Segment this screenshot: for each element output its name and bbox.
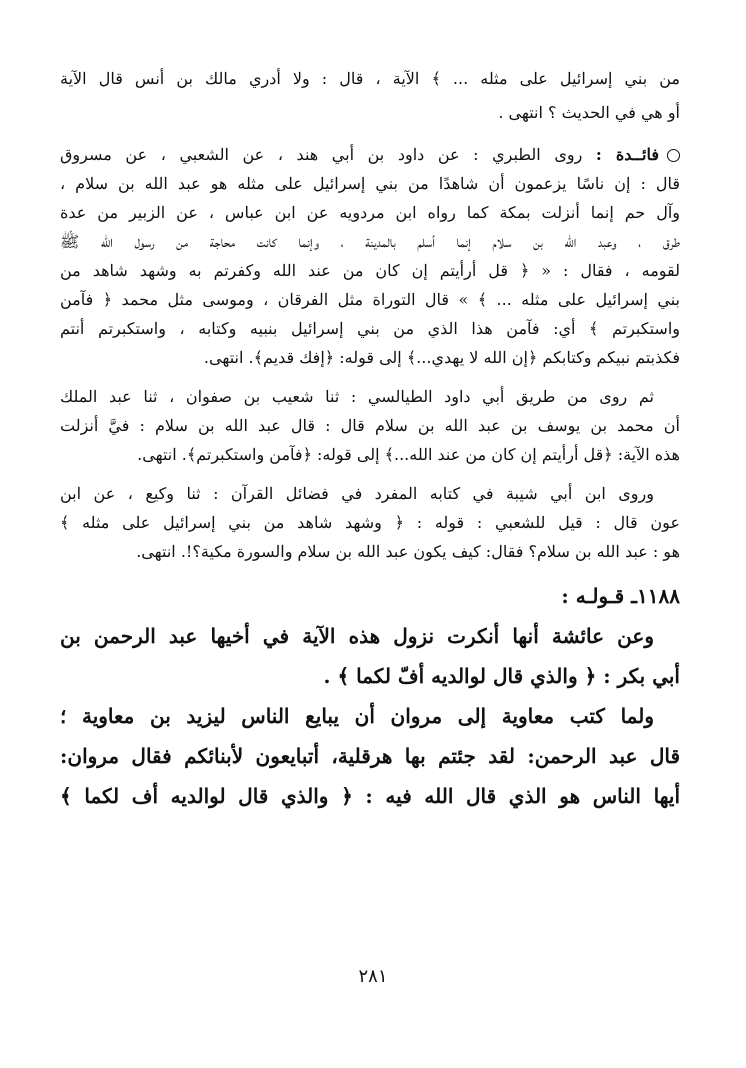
entry-heading: ١١٨٨ـ قـولـه : — [561, 584, 680, 608]
text-line: من بني إسرائيل على مثله ... ﴾ الآية ، قال : ولا أدري مالك بن أنس قال الآية — [60, 69, 680, 88]
text-line: بني إسرائيل على مثله ... ﴾ » قال التوراة مثل الفرقان ، وموسى مثل محمد ﴿ فآمن — [60, 290, 680, 309]
page-body — [60, 62, 680, 816]
circle-bullet-icon — [667, 149, 680, 162]
faida-note — [60, 140, 680, 372]
text-line: أو هي في الحديث ؟ انتهى . — [498, 103, 680, 122]
text-line: هذه الآية: ﴿قل أرأيتم إن كان من عند الله...﴾ إلى قوله: ﴿فآمن واستكبرتم﴾. انتهى. — [137, 445, 680, 464]
text-line: وعن عائشة أنها أنكرت نزول هذه الآية في أخيها عبد الرحمن بن — [60, 624, 654, 648]
text-line: وآل حم إنما أنزلت بمكة كما رواه ابن مردويه عن ابن عباس ، عن الزبير من عدة — [60, 203, 680, 222]
paragraph-continuation — [60, 62, 680, 130]
text-line: لقومه ، فقال : « ﴿ قل أرأيتم إن كان من عند الله وكفرتم به وشهد شاهد من — [60, 261, 680, 280]
text-line — [60, 140, 680, 169]
text-line: أن محمد بن يوسف بن عبد الله بن سلام قال : قال عبد الله بن سلام : فيَّ أنزلت — [60, 416, 680, 435]
text-line: قال عبد الرحمن: لقد جئتم بها هرقلية، أتبايعون لأبنائكم فقال مروان: — [60, 744, 680, 768]
entry-1188 — [60, 576, 680, 816]
page-number: ٢٨١ — [358, 966, 388, 987]
text-line: ثم روى من طريق أبي داود الطيالسي : ثنا شعيب بن صفوان ، ثنا عبد الملك — [60, 387, 654, 406]
text-line: أيها الناس هو الذي قال الله فيه : ﴿ والذي قال لوالديه أف لكما ﴾ — [60, 784, 680, 808]
text-line: فكذبتم نبيكم وكتابكم ﴿إن الله لا يهدي...﴾ إلى قوله: ﴿إفك قديم﴾. انتهى. — [203, 348, 680, 367]
text-line: ولما كتب معاوية إلى مروان أن يبايع الناس ليزيد بن معاوية ؛ — [60, 704, 654, 728]
text-line: هو : عبد الله بن سلام؟ فقال: كيف يكون عبد الله بن سلام والسورة مكية؟!. انتهى. — [136, 542, 680, 561]
text-line: وروى ابن أبي شيبة في كتابه المفرد في فضائل القرآن : ثنا وكيع ، عن ابن — [60, 484, 654, 503]
faida-text: روى الطبري : عن داود بن أبي هند ، عن الشعبي ، عن مسروق — [60, 145, 583, 164]
faida-label: فائــدة : — [595, 145, 660, 164]
text-line: واستكبرتم ﴾ أي: فآمن هذا الذي من بني إسرائيل بنبيه وكتابه ، واستكبرتم أنتم — [60, 319, 680, 338]
paragraph-tayalisi — [60, 382, 680, 469]
paragraph-ibn-abi-shaybah — [60, 479, 680, 566]
text-line: عون قال : قيل للشعبي : قوله : ﴿ وشهد شاهد من بني إسرائيل على مثله ﴾ — [60, 513, 680, 532]
text-line: أبي بكر : ﴿ والذي قال لوالديه أفّ لكما ﴾ . — [323, 664, 680, 688]
text-line: قال : إن ناسًا يزعمون أن شاهدًا من بني إسرائيل على مثله هو عبد الله بن سلام ، — [60, 174, 680, 193]
text-line: طرق ، وعبد الله بن سلام إنما أسلم بالمدينة ، وإنما كانت محاجة من رسول الله ﷺ — [60, 232, 680, 251]
